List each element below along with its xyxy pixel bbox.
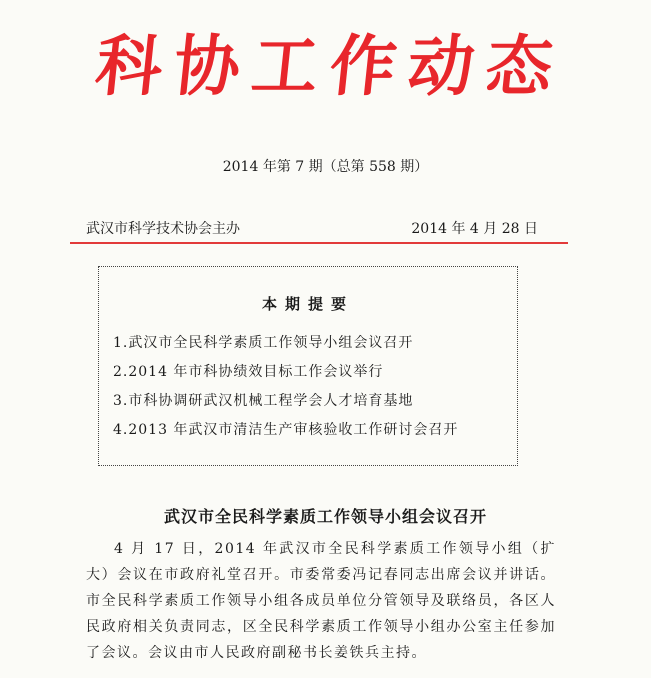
publisher-name: 武汉市科学技术协会主办: [86, 221, 240, 237]
summary-heading: 本期提要: [261, 295, 354, 313]
article-title: 武汉市全民科学素质工作领导小组会议召开: [163, 507, 487, 526]
header-divider: [70, 242, 568, 244]
summary-box: [98, 266, 518, 466]
publication-date: 2014 年 4 月 28 日: [411, 221, 538, 237]
summary-item: 4.2013 年武汉市清洁生产审核验收工作研讨会召开: [113, 422, 459, 438]
newsletter-masthead: 科协工作动态: [92, 28, 569, 105]
summary-item: 1.武汉市全民科学素质工作领导小组会议召开: [113, 335, 414, 351]
summary-list: [113, 329, 458, 445]
issue-number: 2014 年第 7 期（总第 558 期）: [222, 159, 429, 175]
article-body-text: 4 月 17 日，2014 年武汉市全民科学素质工作领导小组（扩大）会议在市政府礼堂召开。市委常委冯记春同志出席会议并讲话。市全民科学素质工作领导小组各成员单位分管领导及联络员，各区人民政府相关负责同志，区全民科学素质工作领导小组办公室主任参加了会议。会议由市人民政府副秘书长姜铁兵主持。: [86, 541, 556, 661]
summary-item: 2.2014 年市科协绩效目标工作会议举行: [113, 364, 384, 380]
publisher-row: [86, 218, 556, 238]
article-body: [86, 536, 556, 666]
summary-item: 3.市科协调研武汉机械工程学会人才培育基地: [113, 393, 414, 409]
